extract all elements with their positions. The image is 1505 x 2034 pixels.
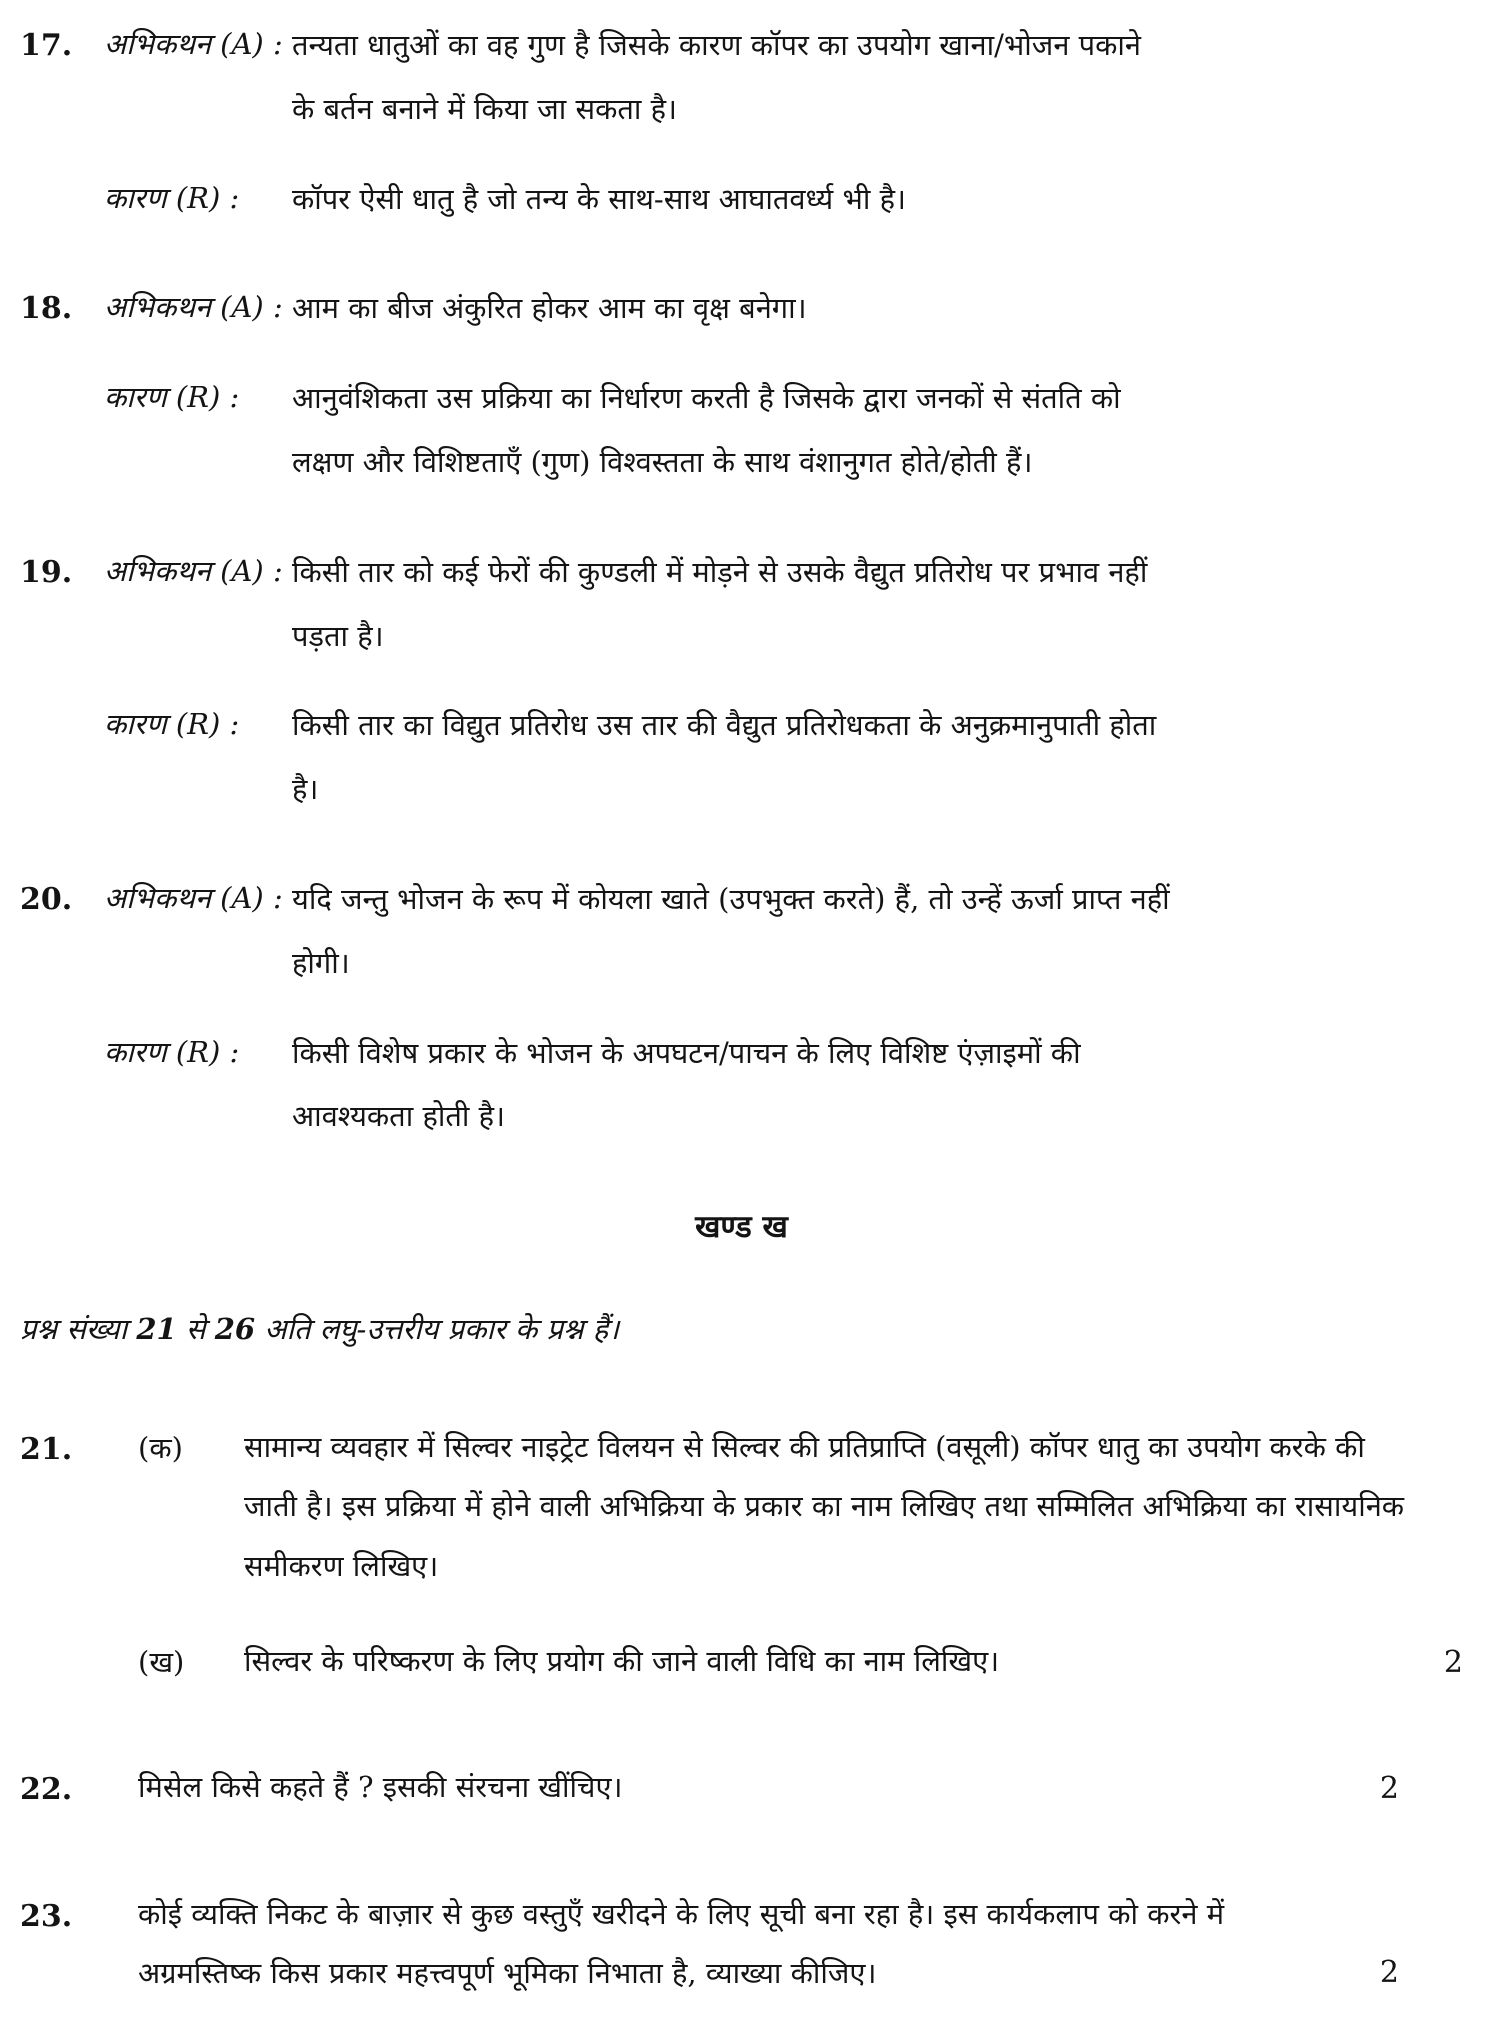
instruction-text: अति लघु-उत्तरीय प्रकार के प्रश्न हैं। <box>255 1312 620 1347</box>
question-part-b <box>138 1632 1463 1694</box>
assertion-text: यदि जन्तु भोजन के रूप में कोयला खाते (उपभुक्त करते) हैं, तो उन्हें ऊर्जा प्राप्त नहीं होगी। <box>292 881 1170 980</box>
reason-label: कारण (R) : <box>104 380 240 415</box>
assertion-row <box>104 14 1463 142</box>
instruction-question-start: 21 <box>136 1312 177 1347</box>
assertion-row <box>104 868 1463 996</box>
question-part-a <box>138 1418 1463 1596</box>
reason-row <box>104 367 1463 495</box>
part-label: (क) <box>138 1431 183 1466</box>
assertion-label: अभिकथन (A) : <box>104 27 283 61</box>
question-number: 20. <box>20 881 73 917</box>
question-body <box>104 541 1463 822</box>
question-body <box>104 868 1463 1149</box>
reason-row <box>104 1022 1463 1150</box>
reason-text: कॉपर ऐसी धातु है जो तन्य के साथ-साथ आघातवर्ध्य भी है। <box>292 181 906 216</box>
question-17 <box>20 14 1463 231</box>
part-text: सिल्वर के परिष्करण के लिए प्रयोग की जाने वाली विधि का नाम लिखिए। <box>244 1644 1000 1679</box>
question-text: कोई व्यक्ति निकट के बाज़ार से कुछ वस्तुएँ खरीदने के लिए सूची बना रहा है। इस कार्यकलाप को करने में अग्रमस्तिष्क किस प्रकार महत्त्वपूर्ण भूमिका निभाता है, व्याख्या कीजिए। <box>138 1896 1225 1991</box>
question-19 <box>20 541 1463 822</box>
question-22 <box>20 1758 1463 1821</box>
question-number: 18. <box>20 291 73 327</box>
reason-text: आनुवंशिकता उस प्रक्रिया का निर्धारण करती है जिसके द्वारा जनकों से संतति को लक्षण और विशिष्टताएँ (गुण) विश्वस्तता के साथ वंशानुगत होते/होती हैं। <box>292 381 1121 479</box>
question-number: 19. <box>20 554 73 590</box>
assertion-text: तन्यता धातुओं का वह गुण है जिसके कारण कॉपर का उपयोग खाना/भोजन पकाने के बर्तन बनाने में किया जा सकता है। <box>292 28 1141 126</box>
reason-label: कारण (R) : <box>104 1034 240 1069</box>
marks-value: 2 <box>1379 1955 1399 1991</box>
reason-label: कारण (R) : <box>104 707 240 742</box>
instruction-text: प्रश्न संख्या <box>20 1312 137 1347</box>
assertion-label: अभिकथन (A) : <box>104 880 283 915</box>
part-text: सामान्य व्यवहार में सिल्वर नाइट्रेट विलयन से सिल्वर की प्रतिप्राप्ति (वसूली) कॉपर धातु का उपयोग करके की जाती है। इस प्रक्रिया में होने वाली अभिक्रिया के प्रकार का नाम लिखिए तथा सम्मिलित अभिक्रिया का रासायनिक समीकरण लिखिए। <box>244 1430 1405 1583</box>
question-18 <box>20 277 1463 494</box>
reason-row <box>104 168 1463 232</box>
assertion-label: अभिकथन (A) : <box>104 290 283 325</box>
assertion-label: अभिकथन (A) : <box>104 553 283 588</box>
question-21 <box>20 1418 1463 1694</box>
question-number: 23. <box>20 1898 73 1934</box>
assertion-text: आम का बीज अंकुरित होकर आम का वृक्ष बनेगा। <box>292 291 807 326</box>
reason-text: किसी तार का विद्युत प्रतिरोध उस तार की वैद्युत प्रतिरोधकता के अनुक्रमानुपाती होता है। <box>292 708 1157 807</box>
reason-text: किसी विशेष प्रकार के भोजन के अपघटन/पाचन के लिए विशिष्ट एंज़ाइमों की आवश्यकता होती है। <box>292 1035 1081 1134</box>
question-body <box>104 277 1463 494</box>
section-header: खण्ड ख <box>695 1209 788 1246</box>
section-instruction <box>20 1299 1463 1360</box>
question-text: मिसेल किसे कहते हैं ? इसकी संरचना खींचिए। <box>138 1769 623 1804</box>
instruction-text: से <box>176 1312 215 1347</box>
reason-row <box>104 694 1463 822</box>
question-20 <box>20 868 1463 1149</box>
instruction-question-end: 26 <box>214 1312 256 1347</box>
marks-value: 2 <box>1443 1645 1463 1681</box>
assertion-row <box>104 541 1463 669</box>
question-number: 21. <box>20 1432 73 1468</box>
question-23 <box>20 1885 1463 2004</box>
question-number: 17. <box>20 28 73 63</box>
question-number: 22. <box>20 1771 73 1807</box>
part-label: (ख) <box>138 1645 185 1680</box>
question-body <box>138 1418 1463 1694</box>
reason-label: कारण (R) : <box>104 180 240 215</box>
marks-value: 2 <box>1379 1770 1399 1806</box>
assertion-text: किसी तार को कई फेरों की कुण्डली में मोड़ने से उसके वैद्युत प्रतिरोध पर प्रभाव नहीं पड़ता है। <box>292 554 1148 653</box>
question-body <box>104 14 1463 231</box>
assertion-row <box>104 277 1463 341</box>
